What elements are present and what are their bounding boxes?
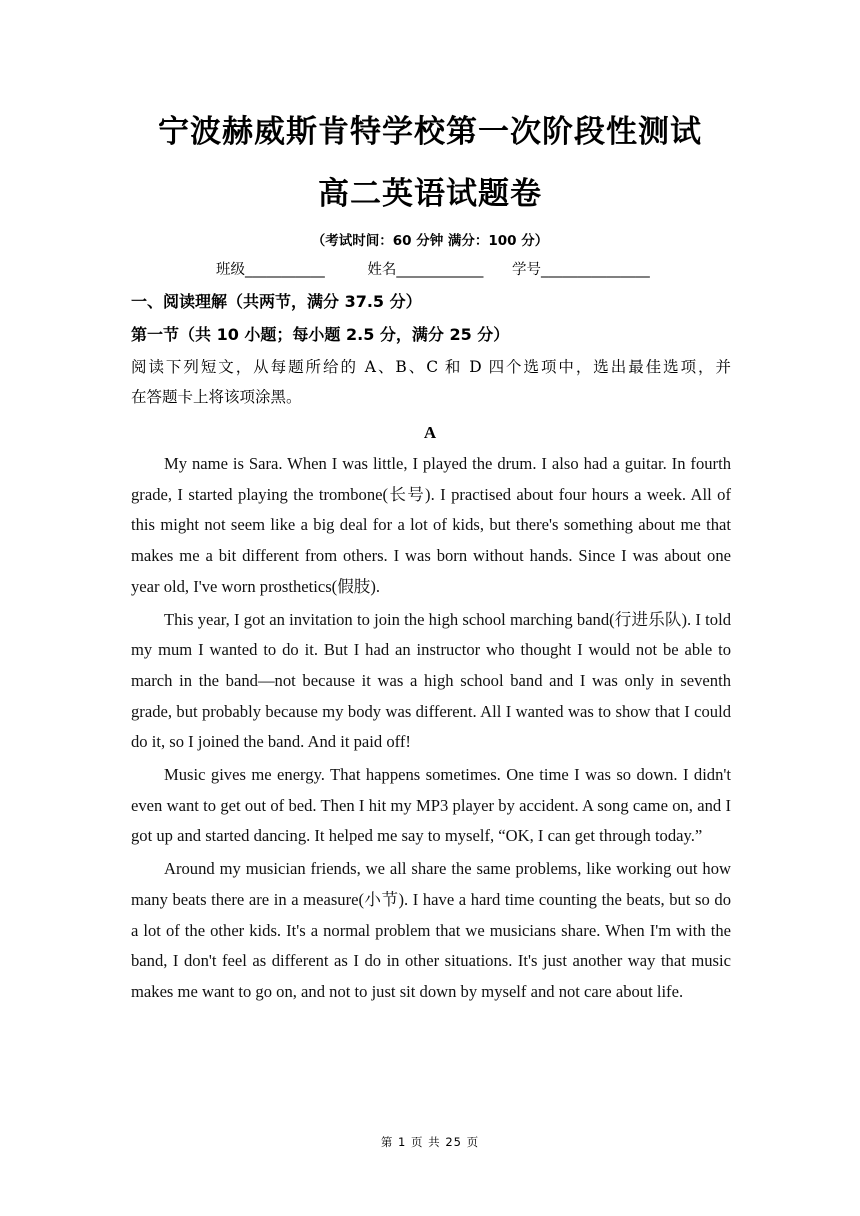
passage-paragraph: Music gives me energy. That happens sometimes. One time I was so down. I didn't even want to get out of bed. Then I hit my MP3 player by accident. A song came on, and I got up and started dancing. It helped me say to myself, “OK, I can get through today.” (131, 765, 731, 846)
exam-subtitle: 高二英语试题卷 (318, 176, 542, 212)
passage-body (131, 449, 731, 1010)
instructions (131, 352, 731, 412)
instruction-line-2: 在答题卡上将该项涂黑。 (131, 388, 302, 406)
exam-title: 宁波赫威斯肯特学校第一次阶段性测试 (158, 114, 702, 150)
part-heading: 第一节（共 10 小题；每小题 2.5 分，满分 25 分） (131, 325, 510, 344)
class-field[interactable]: 班级___________ (216, 262, 325, 278)
student-id-field[interactable]: 学号_______________ (511, 262, 650, 278)
name-field[interactable]: 姓名____________ (367, 262, 484, 278)
student-info-fields (216, 258, 650, 279)
section-heading: 一、阅读理解（共两节，满分 37.5 分） (131, 292, 422, 311)
passage-letter: A (423, 423, 437, 442)
exam-time-score-info: （考试时间：60 分钟 满分：100 分） (311, 233, 549, 249)
passage-paragraph: Around my musician friends, we all share the same problems, like working out how many beats there are in a measure(小节). I have a hard time counting the beats, but so do a lot of the other kids. It's a normal problem that we musicians share. When I'm with the band, I don't feel as different as I do in other situations. It's just another way that music makes me want to go on, and not to just sit down by myself and not care about life. (131, 859, 731, 1001)
instruction-line-1: 阅读下列短文，从每题所给的 A、B、C 和 D 四个选项中，选出最佳选项，并 (131, 358, 731, 376)
passage-paragraph: This year, I got an invitation to join the high school marching band(行进乐队). I told my mum I wanted to do it. But I had an instructor who thought I would not be able to march in the band—not because it was a high school band and I was only in seventh grade, but probably because my body was different. All I wanted was to show that I could do it, so I joined the band. And it paid off! (131, 609, 731, 752)
passage-paragraph: My name is Sara. When I was little, I played the drum. I also had a guitar. In fourth grade, I started playing the trombone(长号). I practised about four hours a week. All of this might not seem like a big deal for a lot of kids, but there's something about me that makes me a bit different from others. I was born without hands. Since I was about one year old, I've worn prosthetics(假肢). (131, 454, 731, 596)
page-footer: 第 1 页 共 25 页 (380, 1135, 480, 1149)
